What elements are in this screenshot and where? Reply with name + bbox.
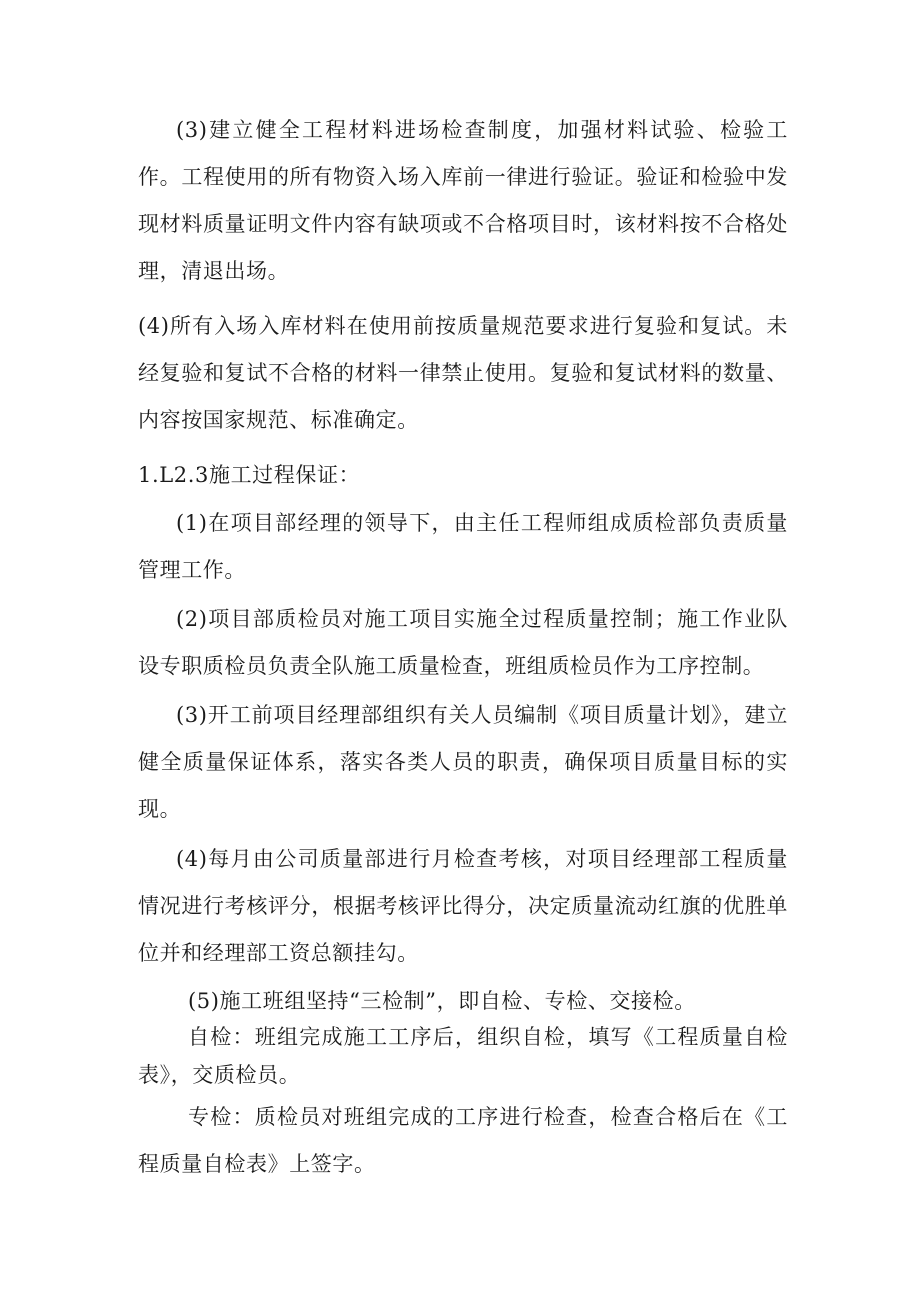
section-heading-construction-process: 1.L2.3施工过程保证： bbox=[138, 463, 361, 487]
paragraph-material-retest: (4)所有入场入库材料在使用前按质量规范要求进行复验和复试。未经复验和复试不合格的材料一律禁止使用。复验和复试材料的数量、内容按国家规范、标准确定。 bbox=[138, 314, 788, 432]
paragraph-quality-inspector: (2)项目部质检员对施工项目实施全过程质量控制；施工作业队设专职质检员负责全队施工质量检查，班组质检员作为工序控制。 bbox=[138, 607, 788, 678]
paragraph-three-inspection-system: (5)施工班组坚持“三检制”，即自检、专检、交接检。 bbox=[188, 989, 696, 1013]
paragraph-monthly-assessment: (4)每月由公司质量部进行月检查考核，对项目经理部工程质量情况进行考核评分，根据考核评比得分，决定质量流动红旗的优胜单位并和经理部工资总额挂勾。 bbox=[138, 847, 788, 965]
paragraph-special-inspection: 专检：质检员对班组完成的工序进行检查，检查合格后在《工程质量自检表》上签字。 bbox=[138, 1105, 788, 1176]
paragraph-quality-dept: (1)在项目部经理的领导下，由主任工程师组成质检部负责质量管理工作。 bbox=[138, 511, 788, 582]
paragraph-self-inspection: 自检：班组完成施工工序后，组织自检，填写《工程质量自检表》，交质检员。 bbox=[138, 1025, 788, 1087]
paragraph-material-inspection: (3)建立健全工程材料进场检查制度，加强材料试验、检验工作。工程使用的所有物资入场入库前一律进行验证。验证和检验中发现材料质量证明文件内容有缺项或不合格项目时，该材料按不合格处理，清退出场。 bbox=[138, 118, 788, 283]
paragraph-quality-plan: (3)开工前项目经理部组织有关人员编制《项目质量计划》，建立健全质量保证体系，落实各类人员的职责，确保项目质量目标的实现。 bbox=[138, 703, 788, 821]
